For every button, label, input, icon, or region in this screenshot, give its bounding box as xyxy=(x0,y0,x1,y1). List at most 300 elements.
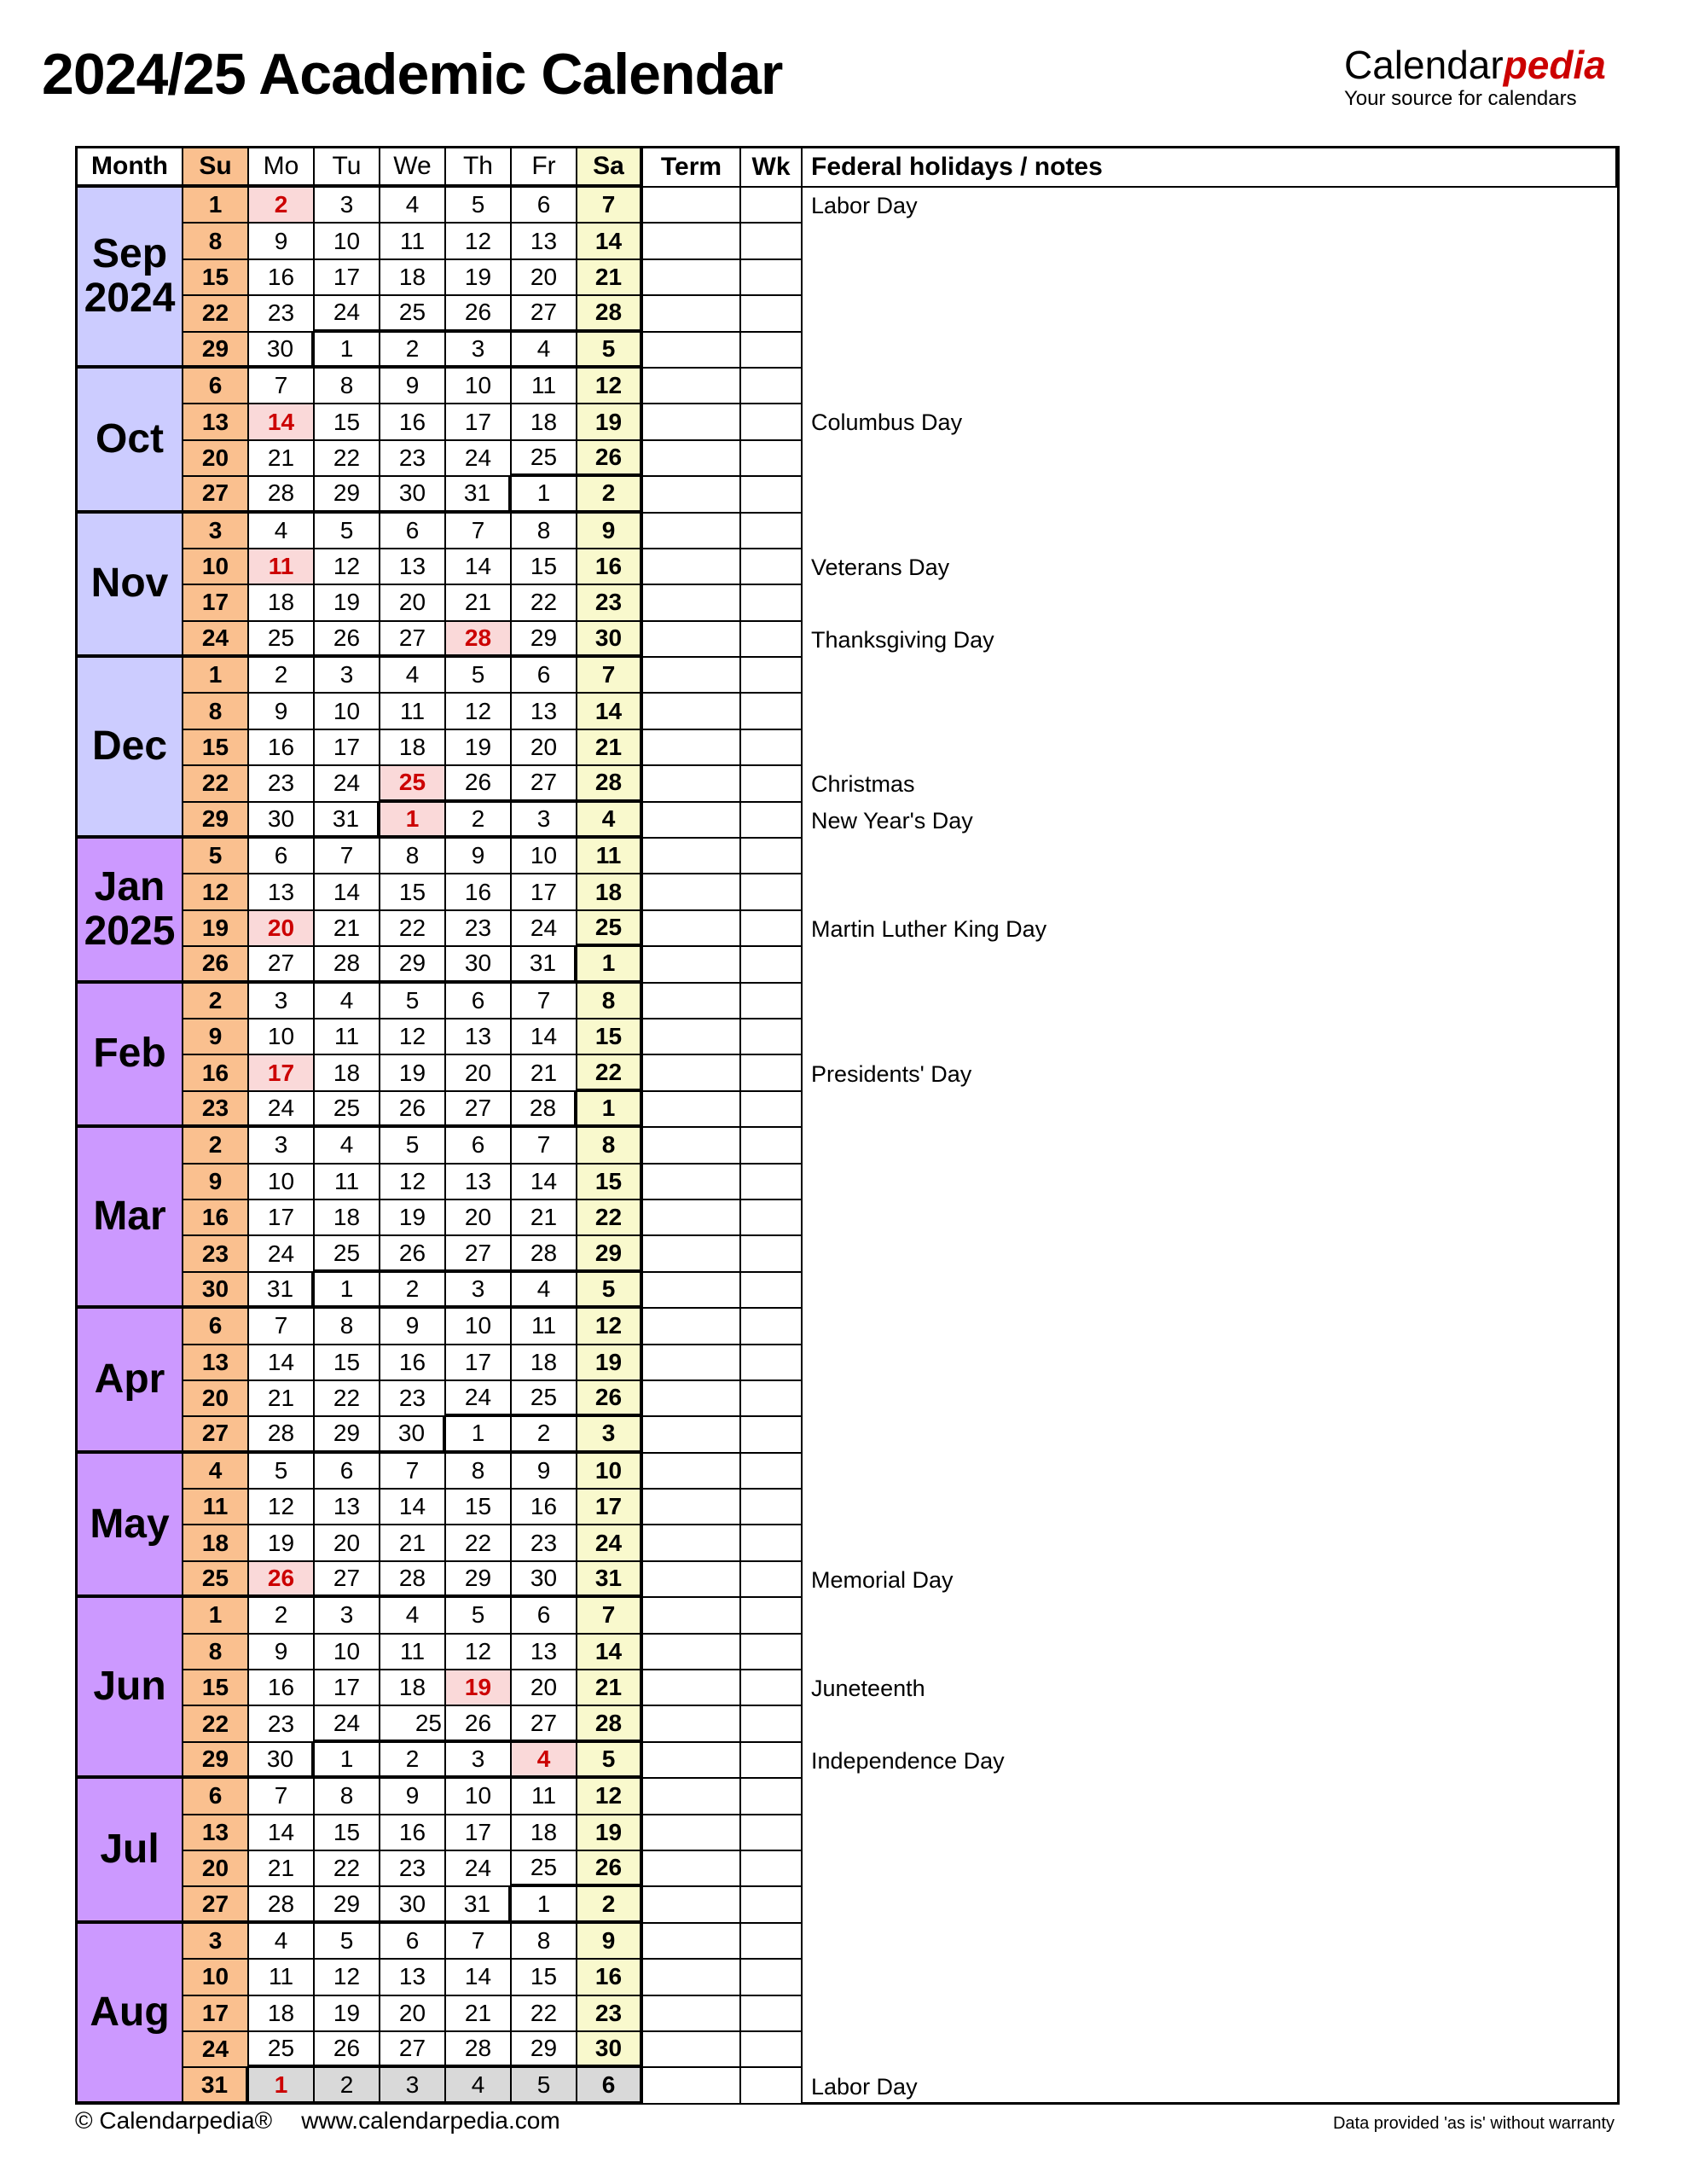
day-cell: 12 xyxy=(315,1960,380,1995)
month-cell-may xyxy=(78,1454,183,1599)
day-cell: 19 xyxy=(380,1055,446,1091)
day-cell: 8 xyxy=(315,1779,380,1815)
term-cell xyxy=(643,1996,741,2032)
day-cell: 19 xyxy=(446,1670,512,1706)
day-cell: 7 xyxy=(249,369,315,404)
day-cell: 8 xyxy=(315,1309,380,1345)
day-cell: 2 xyxy=(380,1743,446,1779)
day-cell: 28 xyxy=(577,766,643,802)
day-cell: 21 xyxy=(577,1670,643,1706)
day-cell: 28 xyxy=(249,477,315,513)
day-cell: 7 xyxy=(577,188,643,224)
day-cell: 11 xyxy=(249,1960,315,1995)
day-cell: 12 xyxy=(249,1490,315,1525)
day-cell: 4 xyxy=(380,658,446,694)
day-cell: 29 xyxy=(183,1743,249,1779)
footer-copyright-text: © Calendarpedia® xyxy=(75,2107,273,2134)
month-cell-aug xyxy=(78,1924,183,2105)
day-cell: 1 xyxy=(512,477,577,513)
day-cell: 17 xyxy=(512,874,577,910)
day-cell: 7 xyxy=(446,1924,512,1960)
day-cell: 20 xyxy=(446,1200,512,1236)
day-cell: 4 xyxy=(315,1128,380,1164)
term-cell xyxy=(643,1417,741,1453)
day-cell: 20 xyxy=(512,730,577,766)
note-entry: Memorial Day xyxy=(811,1567,954,1594)
day-cell: 19 xyxy=(315,585,380,621)
term-cell xyxy=(643,585,741,621)
term-cell xyxy=(643,658,741,694)
day-cell: 6 xyxy=(512,1598,577,1634)
day-cell: 27 xyxy=(249,947,315,983)
term-cell xyxy=(643,1273,741,1309)
day-cell: 5 xyxy=(446,658,512,694)
term-cell xyxy=(643,549,741,585)
day-cell: 6 xyxy=(446,984,512,1019)
month-cell-dec xyxy=(78,658,183,839)
wk-cell xyxy=(741,1924,803,1960)
wk-cell xyxy=(741,1128,803,1164)
day-cell: 5 xyxy=(380,1128,446,1164)
day-cell: 18 xyxy=(512,404,577,440)
wk-cell xyxy=(741,1273,803,1309)
day-cell: 2 xyxy=(380,333,446,369)
day-cell: 13 xyxy=(183,1345,249,1381)
wk-cell xyxy=(741,1454,803,1490)
month-label: Apr xyxy=(94,1356,165,1402)
day-cell: 5 xyxy=(446,1598,512,1634)
day-cell: 2 xyxy=(249,658,315,694)
wk-cell xyxy=(741,1887,803,1923)
term-cell xyxy=(643,1236,741,1272)
day-cell: 6 xyxy=(249,839,315,874)
day-cell: 10 xyxy=(315,694,380,729)
day-cell: 21 xyxy=(446,1996,512,2032)
day-cell: 17 xyxy=(249,1055,315,1091)
wk-cell xyxy=(741,984,803,1019)
day-cell: 20 xyxy=(512,1670,577,1706)
day-cell: 3 xyxy=(446,1273,512,1309)
term-cell xyxy=(643,1165,741,1200)
day-cell: 22 xyxy=(512,1996,577,2032)
day-cell: 6 xyxy=(512,658,577,694)
day-cell: 31 xyxy=(249,1273,315,1309)
wk-cell xyxy=(741,404,803,440)
day-cell: 11 xyxy=(315,1019,380,1055)
day-cell: 4 xyxy=(249,1924,315,1960)
term-cell xyxy=(643,874,741,910)
day-cell: 6 xyxy=(183,1779,249,1815)
day-cell: 15 xyxy=(315,1345,380,1381)
day-cell: 23 xyxy=(249,1706,315,1742)
day-cell: 11 xyxy=(512,1309,577,1345)
day-cell: 21 xyxy=(446,585,512,621)
header-federal-holidays-notes: Federal holidays / notes xyxy=(803,148,1617,188)
term-cell xyxy=(643,404,741,440)
term-cell xyxy=(643,1815,741,1851)
day-cell: 29 xyxy=(380,947,446,983)
day-cell: 14 xyxy=(512,1019,577,1055)
month-year: 2025 xyxy=(84,908,176,954)
day-cell: 28 xyxy=(249,1417,315,1453)
wk-cell xyxy=(741,1055,803,1091)
day-cell: 4 xyxy=(446,2068,512,2104)
wk-cell xyxy=(741,1200,803,1236)
day-cell: 16 xyxy=(446,874,512,910)
day-cell: 12 xyxy=(446,1635,512,1670)
month-cell-jul xyxy=(78,1779,183,1924)
day-cell: 10 xyxy=(446,1309,512,1345)
term-cell xyxy=(643,333,741,369)
day-cell: 4 xyxy=(512,1743,577,1779)
day-cell: 27 xyxy=(512,766,577,802)
day-cell: 8 xyxy=(577,984,643,1019)
day-cell: 23 xyxy=(183,1092,249,1128)
month-label: Sep xyxy=(91,231,168,277)
term-cell xyxy=(643,514,741,549)
day-cell: 27 xyxy=(512,296,577,332)
day-cell: 24 xyxy=(183,2032,249,2068)
day-cell: 30 xyxy=(249,803,315,839)
day-cell: 24 xyxy=(512,911,577,947)
day-cell: 4 xyxy=(577,803,643,839)
day-cell: 12 xyxy=(183,874,249,910)
day-cell: 19 xyxy=(183,911,249,947)
month-cell-sep xyxy=(78,188,183,369)
day-cell: 28 xyxy=(249,1887,315,1923)
day-cell: 15 xyxy=(380,874,446,910)
day-cell: 5 xyxy=(183,839,249,874)
month-label: Jun xyxy=(93,1664,166,1710)
note-entry: Columbus Day xyxy=(811,410,963,436)
day-cell: 2 xyxy=(512,1417,577,1453)
notes-column xyxy=(803,188,1617,2105)
wk-cell xyxy=(741,1635,803,1670)
day-cell: 9 xyxy=(183,1165,249,1200)
day-cell: 12 xyxy=(446,694,512,729)
header-month: Month xyxy=(78,148,183,188)
wk-cell xyxy=(741,1525,803,1561)
term-cell xyxy=(643,984,741,1019)
wk-cell xyxy=(741,1417,803,1453)
day-cell: 14 xyxy=(446,549,512,585)
day-cell: 12 xyxy=(577,369,643,404)
note-entry: Christmas xyxy=(811,771,915,798)
wk-cell xyxy=(741,1309,803,1345)
day-cell: 14 xyxy=(249,1815,315,1851)
day-cell: 12 xyxy=(446,224,512,259)
month-cell-apr xyxy=(78,1309,183,1454)
term-cell xyxy=(643,1055,741,1091)
day-cell: 28 xyxy=(577,296,643,332)
day-cell: 25 xyxy=(512,1381,577,1417)
day-cell: 21 xyxy=(380,1525,446,1561)
term-cell xyxy=(643,1851,741,1887)
day-cell: 12 xyxy=(380,1165,446,1200)
day-cell: 22 xyxy=(315,441,380,477)
day-cell: 2 xyxy=(380,1273,446,1309)
day-cell: 15 xyxy=(183,1670,249,1706)
note-entry: New Year's Day xyxy=(811,807,973,834)
day-cell: 16 xyxy=(249,1670,315,1706)
day-cell: 6 xyxy=(380,514,446,549)
day-cell: 25 xyxy=(512,441,577,477)
footer-disclaimer: Data provided 'as is' without warranty xyxy=(1332,2114,1615,2133)
day-cell: 14 xyxy=(249,404,315,440)
day-cell: 23 xyxy=(183,1236,249,1272)
day-cell: 5 xyxy=(577,1743,643,1779)
day-cell: 28 xyxy=(512,1092,577,1128)
day-cell: 20 xyxy=(380,585,446,621)
day-cell: 13 xyxy=(183,1815,249,1851)
day-cell: 31 xyxy=(446,1887,512,1923)
day-cell: 31 xyxy=(577,1562,643,1598)
day-cell: 2 xyxy=(446,803,512,839)
day-cell: 24 xyxy=(577,1525,643,1561)
day-cell: 15 xyxy=(577,1165,643,1200)
day-cell: 6 xyxy=(577,2068,643,2104)
day-cell: 29 xyxy=(577,1236,643,1272)
day-cell: 1 xyxy=(577,947,643,983)
day-cell: 1 xyxy=(380,803,446,839)
day-cell: 11 xyxy=(512,1779,577,1815)
day-cell: 30 xyxy=(577,2032,643,2068)
logo-wordmark xyxy=(1344,44,1610,85)
wk-cell xyxy=(741,658,803,694)
day-cell: 15 xyxy=(183,260,249,296)
term-cell xyxy=(643,1779,741,1815)
day-cell: 22 xyxy=(577,1055,643,1091)
wk-cell xyxy=(741,1598,803,1634)
day-cell: 13 xyxy=(380,1960,446,1995)
day-cell: 3 xyxy=(446,1743,512,1779)
day-cell: 18 xyxy=(380,1670,446,1706)
day-cell: 30 xyxy=(249,333,315,369)
day-cell: 17 xyxy=(577,1490,643,1525)
day-cell: 24 xyxy=(249,1092,315,1128)
term-cell xyxy=(643,1309,741,1345)
wk-cell xyxy=(741,296,803,332)
wk-cell xyxy=(741,839,803,874)
day-cell: 24 xyxy=(183,622,249,658)
term-cell xyxy=(643,1706,741,1742)
day-cell: 16 xyxy=(512,1490,577,1525)
wk-cell xyxy=(741,1779,803,1815)
wk-cell xyxy=(741,1345,803,1381)
day-cell: 6 xyxy=(380,1924,446,1960)
day-cell: 10 xyxy=(315,1635,380,1670)
day-cell: 26 xyxy=(446,296,512,332)
wk-cell xyxy=(741,1743,803,1779)
wk-cell xyxy=(741,947,803,983)
wk-cell xyxy=(741,1670,803,1706)
note-entry: Martin Luther King Day xyxy=(811,916,1047,942)
day-cell: 22 xyxy=(577,1200,643,1236)
term-cell xyxy=(643,839,741,874)
day-cell: 25 xyxy=(183,1562,249,1598)
calendar-table xyxy=(75,146,1620,2105)
day-cell: 7 xyxy=(249,1309,315,1345)
day-cell: 10 xyxy=(315,224,380,259)
day-cell: 16 xyxy=(380,1345,446,1381)
term-cell xyxy=(643,441,741,477)
day-cell: 9 xyxy=(249,1635,315,1670)
day-cell: 19 xyxy=(577,404,643,440)
day-cell: 31 xyxy=(183,2068,249,2104)
month-cell-jan xyxy=(78,839,183,984)
day-cell: 9 xyxy=(380,1779,446,1815)
day-cell: 17 xyxy=(249,1200,315,1236)
day-cell: 21 xyxy=(577,260,643,296)
day-cell: 1 xyxy=(183,188,249,224)
term-cell xyxy=(643,1635,741,1670)
day-cell: 26 xyxy=(249,1562,315,1598)
day-cell: 11 xyxy=(577,839,643,874)
wk-cell xyxy=(741,549,803,585)
day-cell: 30 xyxy=(380,477,446,513)
day-cell: 22 xyxy=(380,911,446,947)
day-cell: 23 xyxy=(380,1851,446,1887)
day-cell: 7 xyxy=(380,1454,446,1490)
day-cell: 28 xyxy=(577,1706,643,1742)
day-cell: 4 xyxy=(183,1454,249,1490)
wk-cell xyxy=(741,333,803,369)
calendarpedia-logo xyxy=(1344,44,1610,111)
day-cell: 13 xyxy=(183,404,249,440)
term-cell xyxy=(643,2032,741,2068)
note-entry: Independence Day xyxy=(811,1748,1005,1774)
day-cell: 13 xyxy=(512,1635,577,1670)
note-entry: Thanksgiving Day xyxy=(811,626,994,653)
wk-cell xyxy=(741,803,803,839)
month-cell-nov xyxy=(78,514,183,659)
day-cell: 2 xyxy=(249,1598,315,1634)
term-cell xyxy=(643,296,741,332)
day-cell: 19 xyxy=(577,1815,643,1851)
day-cell: 13 xyxy=(380,549,446,585)
day-cell: 22 xyxy=(315,1851,380,1887)
day-cell: 25 xyxy=(380,766,446,802)
day-cell: 5 xyxy=(577,333,643,369)
day-cell: 19 xyxy=(446,730,512,766)
day-cell: 14 xyxy=(446,1960,512,1995)
day-cell: 26 xyxy=(380,1092,446,1128)
day-cell: 23 xyxy=(380,441,446,477)
term-cell xyxy=(643,1562,741,1598)
day-cell: 22 xyxy=(183,296,249,332)
month-label: Aug xyxy=(90,1989,170,2035)
day-cell: 28 xyxy=(512,1236,577,1272)
day-cell: 18 xyxy=(315,1055,380,1091)
header-day-th: Th xyxy=(446,148,512,188)
term-cell xyxy=(643,1670,741,1706)
day-cell: 6 xyxy=(183,369,249,404)
day-cell: 5 xyxy=(315,1924,380,1960)
day-cell: 20 xyxy=(183,1381,249,1417)
day-cell: 19 xyxy=(577,1345,643,1381)
day-cell: 3 xyxy=(249,984,315,1019)
day-cell: 20 xyxy=(183,441,249,477)
day-cell: 9 xyxy=(577,1924,643,1960)
day-cell: 27 xyxy=(183,477,249,513)
day-cell: 16 xyxy=(249,730,315,766)
day-cell: 4 xyxy=(380,1598,446,1634)
day-cell: 31 xyxy=(512,947,577,983)
day-cell: 24 xyxy=(446,441,512,477)
day-cell: 4 xyxy=(315,984,380,1019)
day-cell: 31 xyxy=(315,803,380,839)
day-cell: 11 xyxy=(183,1490,249,1525)
wk-cell xyxy=(741,1236,803,1272)
day-cell: 27 xyxy=(380,2032,446,2068)
term-cell xyxy=(643,1598,741,1634)
day-cell: 6 xyxy=(446,1128,512,1164)
day-cell: 3 xyxy=(249,1128,315,1164)
day-cell: 30 xyxy=(249,1743,315,1779)
wk-cell xyxy=(741,1381,803,1417)
day-cell: 25 xyxy=(315,1092,380,1128)
wk-cell xyxy=(741,1490,803,1525)
day-cell: 10 xyxy=(183,1960,249,1995)
header-term: Term xyxy=(643,148,741,188)
day-cell: 29 xyxy=(446,1562,512,1598)
day-cell: 7 xyxy=(577,658,643,694)
day-cell: 26 xyxy=(577,441,643,477)
day-cell: 12 xyxy=(380,1019,446,1055)
day-cell: 20 xyxy=(183,1851,249,1887)
day-cell: 9 xyxy=(577,514,643,549)
day-cell: 15 xyxy=(577,1019,643,1055)
day-cell: 8 xyxy=(512,1924,577,1960)
day-cell: 14 xyxy=(380,1490,446,1525)
day-cell: 15 xyxy=(446,1490,512,1525)
day-cell: 8 xyxy=(183,1635,249,1670)
day-cell: 10 xyxy=(446,369,512,404)
day-cell: 16 xyxy=(183,1055,249,1091)
wk-cell xyxy=(741,766,803,802)
day-cell: 16 xyxy=(183,1200,249,1236)
header-day-fr: Fr xyxy=(512,148,577,188)
day-cell: 13 xyxy=(315,1490,380,1525)
term-cell xyxy=(643,622,741,658)
wk-cell xyxy=(741,585,803,621)
day-cell: 21 xyxy=(512,1200,577,1236)
day-cell: 23 xyxy=(577,1996,643,2032)
day-cell: 11 xyxy=(315,1165,380,1200)
day-cell: 10 xyxy=(512,839,577,874)
day-cell: 1 xyxy=(512,1887,577,1923)
wk-cell xyxy=(741,874,803,910)
day-cell: 18 xyxy=(249,585,315,621)
day-cell: 3 xyxy=(315,658,380,694)
day-cell: 26 xyxy=(380,1236,446,1272)
day-cell: 18 xyxy=(249,1996,315,2032)
header-day-we: We xyxy=(380,148,446,188)
day-cell: 2 xyxy=(315,2068,380,2104)
day-cell: 16 xyxy=(577,549,643,585)
day-cell: 28 xyxy=(315,947,380,983)
day-cell: 1 xyxy=(315,1273,380,1309)
day-cell: 22 xyxy=(512,585,577,621)
day-cell: 2 xyxy=(183,1128,249,1164)
day-cell: 11 xyxy=(512,369,577,404)
day-cell: 26 xyxy=(577,1851,643,1887)
day-cell: 6 xyxy=(315,1454,380,1490)
day-cell: 10 xyxy=(249,1165,315,1200)
term-cell xyxy=(643,694,741,729)
wk-cell xyxy=(741,1165,803,1200)
day-cell: 14 xyxy=(512,1165,577,1200)
